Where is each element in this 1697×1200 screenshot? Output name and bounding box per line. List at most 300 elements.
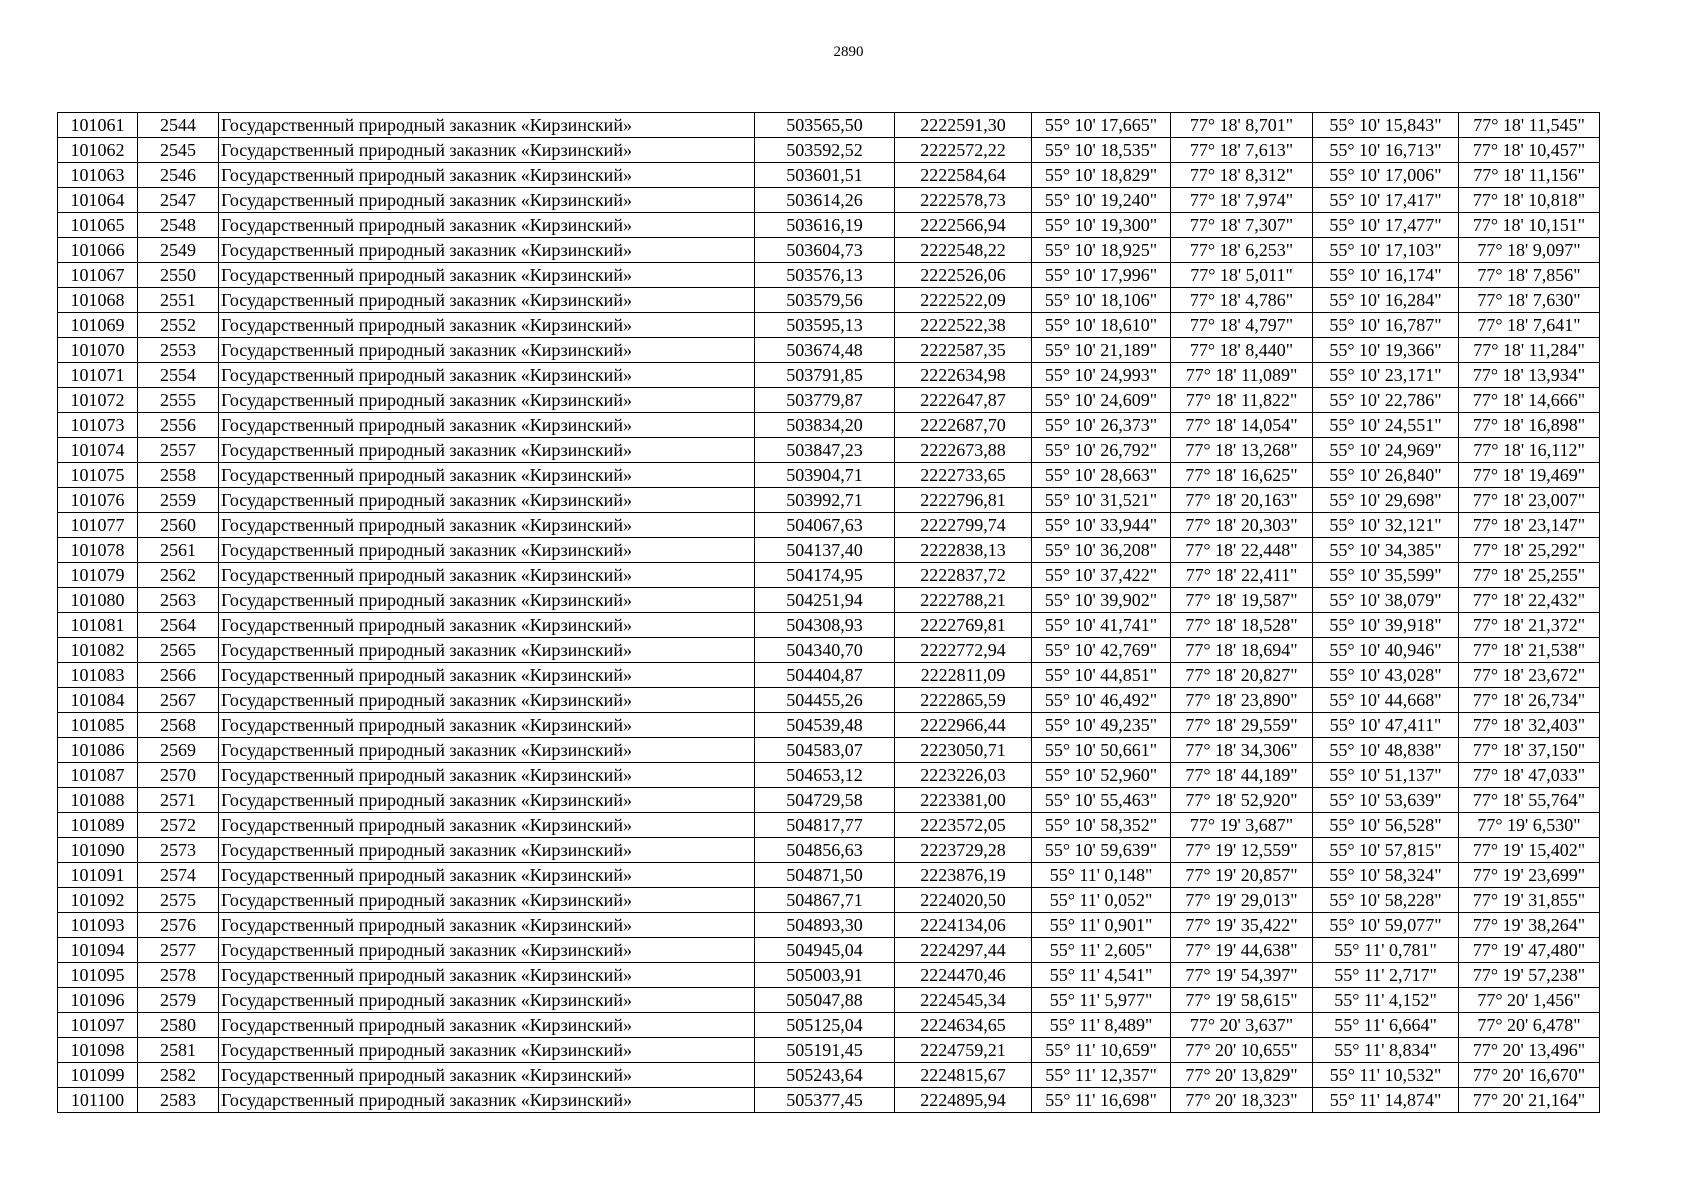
table-row [58, 888, 1600, 913]
x-coordinate-cell: 503595,13 [755, 313, 895, 338]
table-row [58, 613, 1600, 638]
latitude-1-cell: 55° 11' 10,659" [1032, 1038, 1171, 1063]
table-row [58, 363, 1600, 388]
row-number-cell: 101063 [58, 163, 138, 188]
y-coordinate-cell: 2222566,94 [895, 213, 1032, 238]
latitude-1-cell: 55° 10' 36,208" [1032, 538, 1171, 563]
latitude-1-cell: 55° 10' 44,851" [1032, 663, 1171, 688]
point-number-cell: 2559 [138, 488, 219, 513]
latitude-1-cell: 55° 11' 16,698" [1032, 1088, 1171, 1113]
point-number-cell: 2551 [138, 288, 219, 313]
table-row [58, 963, 1600, 988]
table-row [58, 138, 1600, 163]
point-number-cell: 2575 [138, 888, 219, 913]
x-coordinate-cell: 505125,04 [755, 1013, 895, 1038]
latitude-1-cell: 55° 10' 28,663" [1032, 463, 1171, 488]
row-number-cell: 101097 [58, 1013, 138, 1038]
row-number-cell: 101089 [58, 813, 138, 838]
longitude-2-cell: 77° 20' 1,456" [1459, 988, 1600, 1013]
table-row [58, 113, 1600, 138]
object-name-cell: Государственный природный заказник «Кирзинский» [219, 613, 755, 638]
y-coordinate-cell: 2222572,22 [895, 138, 1032, 163]
row-number-cell: 101095 [58, 963, 138, 988]
table-row [58, 713, 1600, 738]
y-coordinate-cell: 2224634,65 [895, 1013, 1032, 1038]
longitude-2-cell: 77° 18' 16,112" [1459, 438, 1600, 463]
x-coordinate-cell: 503579,56 [755, 288, 895, 313]
latitude-2-cell: 55° 10' 34,385" [1313, 538, 1459, 563]
longitude-1-cell: 77° 20' 18,323" [1171, 1088, 1313, 1113]
longitude-1-cell: 77° 18' 20,163" [1171, 488, 1313, 513]
longitude-1-cell: 77° 18' 5,011" [1171, 263, 1313, 288]
x-coordinate-cell: 505047,88 [755, 988, 895, 1013]
latitude-1-cell: 55° 11' 0,052" [1032, 888, 1171, 913]
object-name-cell: Государственный природный заказник «Кирзинский» [219, 588, 755, 613]
object-name-cell: Государственный природный заказник «Кирзинский» [219, 238, 755, 263]
longitude-2-cell: 77° 18' 10,457" [1459, 138, 1600, 163]
longitude-1-cell: 77° 18' 8,440" [1171, 338, 1313, 363]
latitude-2-cell: 55° 10' 58,324" [1313, 863, 1459, 888]
longitude-2-cell: 77° 18' 13,934" [1459, 363, 1600, 388]
object-name-cell: Государственный природный заказник «Кирзинский» [219, 263, 755, 288]
object-name-cell: Государственный природный заказник «Кирзинский» [219, 388, 755, 413]
point-number-cell: 2558 [138, 463, 219, 488]
table-row [58, 688, 1600, 713]
point-number-cell: 2579 [138, 988, 219, 1013]
longitude-2-cell: 77° 18' 11,545" [1459, 113, 1600, 138]
table-row [58, 463, 1600, 488]
latitude-1-cell: 55° 10' 18,829" [1032, 163, 1171, 188]
latitude-1-cell: 55° 11' 4,541" [1032, 963, 1171, 988]
point-number-cell: 2548 [138, 213, 219, 238]
object-name-cell: Государственный природный заказник «Кирзинский» [219, 163, 755, 188]
latitude-1-cell: 55° 10' 19,300" [1032, 213, 1171, 238]
x-coordinate-cell: 503576,13 [755, 263, 895, 288]
point-number-cell: 2582 [138, 1063, 219, 1088]
longitude-1-cell: 77° 20' 13,829" [1171, 1063, 1313, 1088]
y-coordinate-cell: 2224020,50 [895, 888, 1032, 913]
y-coordinate-cell: 2223050,71 [895, 738, 1032, 763]
longitude-2-cell: 77° 18' 25,255" [1459, 563, 1600, 588]
object-name-cell: Государственный природный заказник «Кирзинский» [219, 788, 755, 813]
point-number-cell: 2557 [138, 438, 219, 463]
x-coordinate-cell: 504856,63 [755, 838, 895, 863]
latitude-2-cell: 55° 10' 17,006" [1313, 163, 1459, 188]
y-coordinate-cell: 2224297,44 [895, 938, 1032, 963]
longitude-1-cell: 77° 18' 14,054" [1171, 413, 1313, 438]
point-number-cell: 2574 [138, 863, 219, 888]
table-row [58, 1013, 1600, 1038]
object-name-cell: Государственный природный заказник «Кирзинский» [219, 538, 755, 563]
object-name-cell: Государственный природный заказник «Кирзинский» [219, 713, 755, 738]
longitude-1-cell: 77° 18' 7,613" [1171, 138, 1313, 163]
longitude-1-cell: 77° 18' 6,253" [1171, 238, 1313, 263]
latitude-2-cell: 55° 10' 22,786" [1313, 388, 1459, 413]
y-coordinate-cell: 2222578,73 [895, 188, 1032, 213]
object-name-cell: Государственный природный заказник «Кирзинский» [219, 663, 755, 688]
x-coordinate-cell: 504893,30 [755, 913, 895, 938]
point-number-cell: 2563 [138, 588, 219, 613]
y-coordinate-cell: 2224895,94 [895, 1088, 1032, 1113]
y-coordinate-cell: 2224545,34 [895, 988, 1032, 1013]
x-coordinate-cell: 504137,40 [755, 538, 895, 563]
latitude-1-cell: 55° 10' 18,925" [1032, 238, 1171, 263]
latitude-1-cell: 55° 10' 24,993" [1032, 363, 1171, 388]
y-coordinate-cell: 2222522,38 [895, 313, 1032, 338]
table-row [58, 338, 1600, 363]
object-name-cell: Государственный природный заказник «Кирзинский» [219, 763, 755, 788]
y-coordinate-cell: 2222673,88 [895, 438, 1032, 463]
latitude-2-cell: 55° 10' 47,411" [1313, 713, 1459, 738]
y-coordinate-cell: 2223572,05 [895, 813, 1032, 838]
row-number-cell: 101079 [58, 563, 138, 588]
longitude-2-cell: 77° 20' 6,478" [1459, 1013, 1600, 1038]
row-number-cell: 101068 [58, 288, 138, 313]
latitude-2-cell: 55° 11' 6,664" [1313, 1013, 1459, 1038]
x-coordinate-cell: 503779,87 [755, 388, 895, 413]
x-coordinate-cell: 503614,26 [755, 188, 895, 213]
row-number-cell: 101067 [58, 263, 138, 288]
row-number-cell: 101080 [58, 588, 138, 613]
table-row [58, 763, 1600, 788]
table-row [58, 188, 1600, 213]
latitude-2-cell: 55° 10' 32,121" [1313, 513, 1459, 538]
longitude-2-cell: 77° 18' 21,538" [1459, 638, 1600, 663]
longitude-2-cell: 77° 18' 11,284" [1459, 338, 1600, 363]
point-number-cell: 2572 [138, 813, 219, 838]
x-coordinate-cell: 504583,07 [755, 738, 895, 763]
table-row [58, 738, 1600, 763]
table-row [58, 563, 1600, 588]
table-row [58, 213, 1600, 238]
point-number-cell: 2550 [138, 263, 219, 288]
point-number-cell: 2565 [138, 638, 219, 663]
row-number-cell: 101077 [58, 513, 138, 538]
x-coordinate-cell: 504729,58 [755, 788, 895, 813]
longitude-2-cell: 77° 18' 21,372" [1459, 613, 1600, 638]
latitude-2-cell: 55° 11' 0,781" [1313, 938, 1459, 963]
latitude-1-cell: 55° 10' 24,609" [1032, 388, 1171, 413]
row-number-cell: 101096 [58, 988, 138, 1013]
object-name-cell: Государственный природный заказник «Кирзинский» [219, 888, 755, 913]
point-number-cell: 2562 [138, 563, 219, 588]
longitude-2-cell: 77° 18' 23,672" [1459, 663, 1600, 688]
table-row [58, 538, 1600, 563]
point-number-cell: 2576 [138, 913, 219, 938]
y-coordinate-cell: 2223226,03 [895, 763, 1032, 788]
longitude-1-cell: 77° 18' 22,411" [1171, 563, 1313, 588]
longitude-1-cell: 77° 18' 7,307" [1171, 213, 1313, 238]
longitude-1-cell: 77° 19' 35,422" [1171, 913, 1313, 938]
latitude-2-cell: 55° 10' 40,946" [1313, 638, 1459, 663]
table-row [58, 438, 1600, 463]
x-coordinate-cell: 503601,51 [755, 163, 895, 188]
row-number-cell: 101066 [58, 238, 138, 263]
longitude-2-cell: 77° 18' 19,469" [1459, 463, 1600, 488]
object-name-cell: Государственный природный заказник «Кирзинский» [219, 688, 755, 713]
latitude-2-cell: 55° 10' 43,028" [1313, 663, 1459, 688]
object-name-cell: Государственный природный заказник «Кирзинский» [219, 413, 755, 438]
object-name-cell: Государственный природный заказник «Кирзинский» [219, 938, 755, 963]
y-coordinate-cell: 2222788,21 [895, 588, 1032, 613]
object-name-cell: Государственный природный заказник «Кирзинский» [219, 138, 755, 163]
object-name-cell: Государственный природный заказник «Кирзинский» [219, 338, 755, 363]
point-number-cell: 2564 [138, 613, 219, 638]
longitude-1-cell: 77° 18' 8,701" [1171, 113, 1313, 138]
row-number-cell: 101073 [58, 413, 138, 438]
longitude-2-cell: 77° 18' 7,641" [1459, 313, 1600, 338]
row-number-cell: 101061 [58, 113, 138, 138]
y-coordinate-cell: 2222796,81 [895, 488, 1032, 513]
x-coordinate-cell: 504539,48 [755, 713, 895, 738]
x-coordinate-cell: 504867,71 [755, 888, 895, 913]
longitude-2-cell: 77° 18' 32,403" [1459, 713, 1600, 738]
point-number-cell: 2568 [138, 713, 219, 738]
latitude-1-cell: 55° 10' 21,189" [1032, 338, 1171, 363]
x-coordinate-cell: 504653,12 [755, 763, 895, 788]
longitude-2-cell: 77° 19' 23,699" [1459, 863, 1600, 888]
latitude-1-cell: 55° 10' 18,610" [1032, 313, 1171, 338]
x-coordinate-cell: 503834,20 [755, 413, 895, 438]
table-row [58, 638, 1600, 663]
table-row [58, 863, 1600, 888]
longitude-2-cell: 77° 19' 47,480" [1459, 938, 1600, 963]
longitude-1-cell: 77° 20' 10,655" [1171, 1038, 1313, 1063]
object-name-cell: Государственный природный заказник «Кирзинский» [219, 213, 755, 238]
y-coordinate-cell: 2224470,46 [895, 963, 1032, 988]
latitude-1-cell: 55° 10' 50,661" [1032, 738, 1171, 763]
point-number-cell: 2547 [138, 188, 219, 213]
table-row [58, 988, 1600, 1013]
y-coordinate-cell: 2222522,09 [895, 288, 1032, 313]
longitude-1-cell: 77° 18' 18,528" [1171, 613, 1313, 638]
point-number-cell: 2561 [138, 538, 219, 563]
row-number-cell: 101084 [58, 688, 138, 713]
latitude-2-cell: 55° 11' 10,532" [1313, 1063, 1459, 1088]
latitude-2-cell: 55° 10' 56,528" [1313, 813, 1459, 838]
y-coordinate-cell: 2222811,09 [895, 663, 1032, 688]
point-number-cell: 2580 [138, 1013, 219, 1038]
x-coordinate-cell: 505003,91 [755, 963, 895, 988]
x-coordinate-cell: 503791,85 [755, 363, 895, 388]
object-name-cell: Государственный природный заказник «Кирзинский» [219, 1038, 755, 1063]
table-row [58, 513, 1600, 538]
longitude-1-cell: 77° 18' 11,089" [1171, 363, 1313, 388]
object-name-cell: Государственный природный заказник «Кирзинский» [219, 288, 755, 313]
longitude-1-cell: 77° 18' 18,694" [1171, 638, 1313, 663]
row-number-cell: 101072 [58, 388, 138, 413]
point-number-cell: 2545 [138, 138, 219, 163]
row-number-cell: 101099 [58, 1063, 138, 1088]
latitude-1-cell: 55° 10' 55,463" [1032, 788, 1171, 813]
y-coordinate-cell: 2223381,00 [895, 788, 1032, 813]
longitude-2-cell: 77° 18' 26,734" [1459, 688, 1600, 713]
latitude-2-cell: 55° 10' 23,171" [1313, 363, 1459, 388]
longitude-2-cell: 77° 18' 10,818" [1459, 188, 1600, 213]
y-coordinate-cell: 2222733,65 [895, 463, 1032, 488]
y-coordinate-cell: 2222799,74 [895, 513, 1032, 538]
object-name-cell: Государственный природный заказник «Кирзинский» [219, 513, 755, 538]
x-coordinate-cell: 503604,73 [755, 238, 895, 263]
x-coordinate-cell: 503592,52 [755, 138, 895, 163]
x-coordinate-cell: 505377,45 [755, 1088, 895, 1113]
x-coordinate-cell: 504308,93 [755, 613, 895, 638]
object-name-cell: Государственный природный заказник «Кирзинский» [219, 1088, 755, 1113]
y-coordinate-cell: 2222584,64 [895, 163, 1032, 188]
longitude-1-cell: 77° 18' 7,974" [1171, 188, 1313, 213]
longitude-2-cell: 77° 18' 55,764" [1459, 788, 1600, 813]
latitude-2-cell: 55° 10' 35,599" [1313, 563, 1459, 588]
latitude-2-cell: 55° 10' 16,284" [1313, 288, 1459, 313]
longitude-2-cell: 77° 18' 22,432" [1459, 588, 1600, 613]
longitude-1-cell: 77° 18' 34,306" [1171, 738, 1313, 763]
y-coordinate-cell: 2224815,67 [895, 1063, 1032, 1088]
latitude-2-cell: 55° 11' 14,874" [1313, 1088, 1459, 1113]
longitude-1-cell: 77° 18' 23,890" [1171, 688, 1313, 713]
object-name-cell: Государственный природный заказник «Кирзинский» [219, 488, 755, 513]
longitude-1-cell: 77° 18' 4,786" [1171, 288, 1313, 313]
y-coordinate-cell: 2222687,70 [895, 413, 1032, 438]
longitude-2-cell: 77° 19' 6,530" [1459, 813, 1600, 838]
latitude-2-cell: 55° 10' 15,843" [1313, 113, 1459, 138]
y-coordinate-cell: 2222526,06 [895, 263, 1032, 288]
latitude-2-cell: 55° 10' 17,477" [1313, 213, 1459, 238]
latitude-2-cell: 55° 10' 17,417" [1313, 188, 1459, 213]
latitude-1-cell: 55° 10' 17,996" [1032, 263, 1171, 288]
x-coordinate-cell: 504817,77 [755, 813, 895, 838]
longitude-2-cell: 77° 18' 23,147" [1459, 513, 1600, 538]
latitude-1-cell: 55° 10' 26,792" [1032, 438, 1171, 463]
object-name-cell: Государственный природный заказник «Кирзинский» [219, 838, 755, 863]
x-coordinate-cell: 504404,87 [755, 663, 895, 688]
latitude-1-cell: 55° 10' 52,960" [1032, 763, 1171, 788]
y-coordinate-cell: 2222838,13 [895, 538, 1032, 563]
point-number-cell: 2570 [138, 763, 219, 788]
longitude-1-cell: 77° 18' 22,448" [1171, 538, 1313, 563]
latitude-1-cell: 55° 11' 2,605" [1032, 938, 1171, 963]
row-number-cell: 101088 [58, 788, 138, 813]
latitude-2-cell: 55° 10' 19,366" [1313, 338, 1459, 363]
longitude-2-cell: 77° 18' 14,666" [1459, 388, 1600, 413]
latitude-1-cell: 55° 11' 8,489" [1032, 1013, 1171, 1038]
longitude-2-cell: 77° 18' 16,898" [1459, 413, 1600, 438]
longitude-2-cell: 77° 18' 7,630" [1459, 288, 1600, 313]
object-name-cell: Государственный природный заказник «Кирзинский» [219, 638, 755, 663]
x-coordinate-cell: 504067,63 [755, 513, 895, 538]
longitude-1-cell: 77° 19' 3,687" [1171, 813, 1313, 838]
latitude-2-cell: 55° 10' 44,668" [1313, 688, 1459, 713]
longitude-2-cell: 77° 19' 57,238" [1459, 963, 1600, 988]
row-number-cell: 101086 [58, 738, 138, 763]
row-number-cell: 101092 [58, 888, 138, 913]
x-coordinate-cell: 504871,50 [755, 863, 895, 888]
row-number-cell: 101075 [58, 463, 138, 488]
x-coordinate-cell: 503904,71 [755, 463, 895, 488]
row-number-cell: 101069 [58, 313, 138, 338]
table-row [58, 1038, 1600, 1063]
y-coordinate-cell: 2222587,35 [895, 338, 1032, 363]
object-name-cell: Государственный природный заказник «Кирзинский» [219, 813, 755, 838]
object-name-cell: Государственный природный заказник «Кирзинский» [219, 463, 755, 488]
longitude-1-cell: 77° 18' 20,303" [1171, 513, 1313, 538]
latitude-2-cell: 55° 10' 24,551" [1313, 413, 1459, 438]
point-number-cell: 2552 [138, 313, 219, 338]
row-number-cell: 101076 [58, 488, 138, 513]
y-coordinate-cell: 2222634,98 [895, 363, 1032, 388]
latitude-1-cell: 55° 10' 17,665" [1032, 113, 1171, 138]
latitude-2-cell: 55° 10' 16,787" [1313, 313, 1459, 338]
table-row [58, 313, 1600, 338]
longitude-1-cell: 77° 18' 13,268" [1171, 438, 1313, 463]
point-number-cell: 2567 [138, 688, 219, 713]
x-coordinate-cell: 503847,23 [755, 438, 895, 463]
y-coordinate-cell: 2222772,94 [895, 638, 1032, 663]
object-name-cell: Государственный природный заказник «Кирзинский» [219, 963, 755, 988]
object-name-cell: Государственный природный заказник «Кирзинский» [219, 1063, 755, 1088]
latitude-2-cell: 55° 11' 2,717" [1313, 963, 1459, 988]
table-row [58, 838, 1600, 863]
table-row [58, 913, 1600, 938]
longitude-1-cell: 77° 18' 11,822" [1171, 388, 1313, 413]
y-coordinate-cell: 2222837,72 [895, 563, 1032, 588]
latitude-1-cell: 55° 10' 58,352" [1032, 813, 1171, 838]
latitude-1-cell: 55° 10' 31,521" [1032, 488, 1171, 513]
point-number-cell: 2578 [138, 963, 219, 988]
longitude-2-cell: 77° 18' 25,292" [1459, 538, 1600, 563]
coordinates-table [57, 112, 1600, 1113]
latitude-2-cell: 55° 10' 39,918" [1313, 613, 1459, 638]
latitude-2-cell: 55° 11' 4,152" [1313, 988, 1459, 1013]
longitude-1-cell: 77° 19' 44,638" [1171, 938, 1313, 963]
object-name-cell: Государственный природный заказник «Кирзинский» [219, 988, 755, 1013]
latitude-1-cell: 55° 10' 33,944" [1032, 513, 1171, 538]
latitude-2-cell: 55° 10' 53,639" [1313, 788, 1459, 813]
table-body [58, 113, 1600, 1113]
y-coordinate-cell: 2223876,19 [895, 863, 1032, 888]
row-number-cell: 101098 [58, 1038, 138, 1063]
table-row [58, 238, 1600, 263]
point-number-cell: 2556 [138, 413, 219, 438]
x-coordinate-cell: 503616,19 [755, 213, 895, 238]
object-name-cell: Государственный природный заказник «Кирзинский» [219, 563, 755, 588]
point-number-cell: 2549 [138, 238, 219, 263]
point-number-cell: 2560 [138, 513, 219, 538]
x-coordinate-cell: 505243,64 [755, 1063, 895, 1088]
point-number-cell: 2571 [138, 788, 219, 813]
row-number-cell: 101093 [58, 913, 138, 938]
latitude-2-cell: 55° 10' 24,969" [1313, 438, 1459, 463]
longitude-2-cell: 77° 18' 23,007" [1459, 488, 1600, 513]
table-row [58, 938, 1600, 963]
longitude-2-cell: 77° 20' 21,164" [1459, 1088, 1600, 1113]
longitude-1-cell: 77° 19' 29,013" [1171, 888, 1313, 913]
longitude-1-cell: 77° 18' 20,827" [1171, 663, 1313, 688]
table-row [58, 1088, 1600, 1113]
latitude-2-cell: 55° 10' 26,840" [1313, 463, 1459, 488]
x-coordinate-cell: 504174,95 [755, 563, 895, 588]
object-name-cell: Государственный природный заказник «Кирзинский» [219, 313, 755, 338]
latitude-2-cell: 55° 10' 29,698" [1313, 488, 1459, 513]
y-coordinate-cell: 2222591,30 [895, 113, 1032, 138]
row-number-cell: 101087 [58, 763, 138, 788]
longitude-2-cell: 77° 18' 7,856" [1459, 263, 1600, 288]
y-coordinate-cell: 2222865,59 [895, 688, 1032, 713]
latitude-1-cell: 55° 10' 49,235" [1032, 713, 1171, 738]
x-coordinate-cell: 504945,04 [755, 938, 895, 963]
x-coordinate-cell: 503992,71 [755, 488, 895, 513]
latitude-1-cell: 55° 10' 42,769" [1032, 638, 1171, 663]
point-number-cell: 2583 [138, 1088, 219, 1113]
